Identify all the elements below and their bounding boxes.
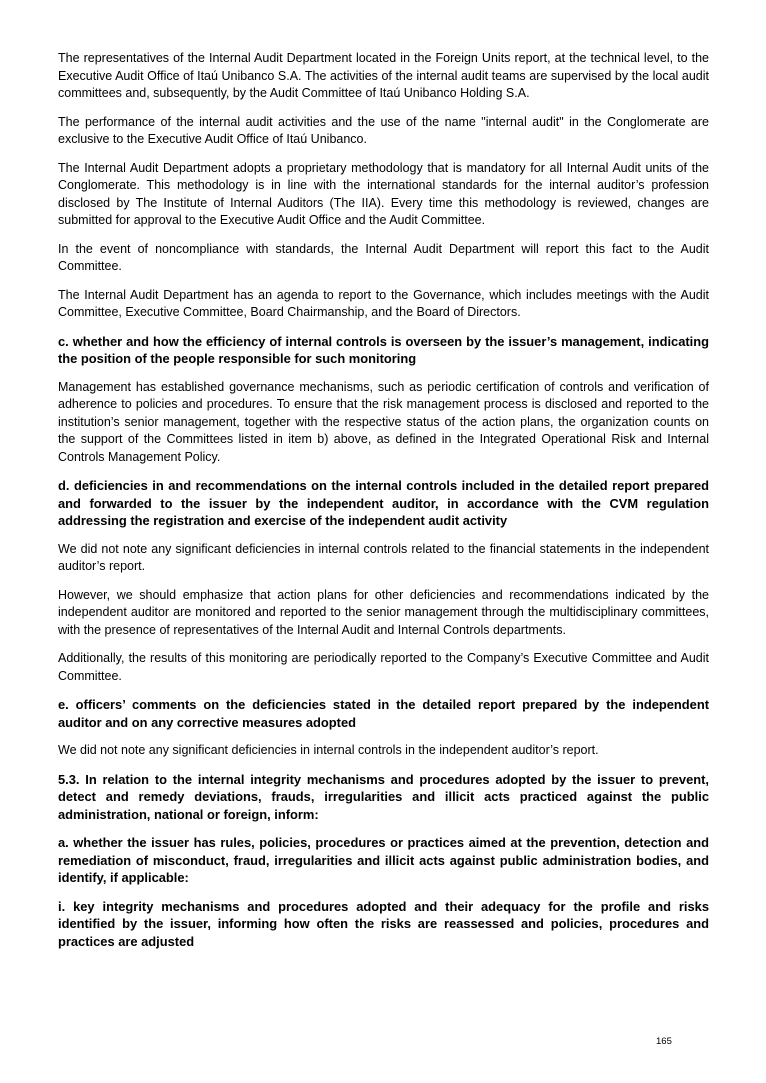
heading-item-a: a. whether the issuer has rules, policies, procedures or practices aimed at the prevention, detection and remediation of misconduct, fraud, irregularities and illicit acts against public administration bodies, and identify, if applicable:	[58, 835, 709, 885]
paragraph-governance-mechanisms: Management has established governance mechanisms, such as periodic certification of controls and verification of adherence to policies and procedures. To ensure that the risk management process is disclosed and reported to the institution’s senior management, together with the respective status of the action plans, the organization counts on the support of the Committees listed in item b) above, as defined in the Integrated Operational Risk and Internal Controls Management Policy.	[58, 379, 709, 464]
paragraph-internal-audit-exclusivity: The performance of the internal audit activities and the use of the name "internal audit" in the Conglomerate are exclusive to the Executive Audit Office of Itaú Unibanco.	[58, 114, 709, 146]
document-page	[58, 50, 709, 961]
paragraph-no-deficiencies-auditor-report: We did not note any significant deficiencies in internal controls in the independent auditor’s report.	[58, 743, 599, 757]
paragraph-audit-methodology: The Internal Audit Department adopts a proprietary methodology that is mandatory for all Internal Audit units of the Conglomerate. This methodology is in line with the international standards for the internal auditor’s profession disclosed by The Institute of Internal Auditors (The IIA). Every time this methodology is reviewed, changes are submitted for approval to the Executive Audit Office and the Audit Committee.	[58, 160, 709, 227]
heading-item-c: c. whether and how the efficiency of internal controls is overseen by the issuer’s management, indicating the position of the people responsible for such monitoring	[58, 333, 709, 366]
heading-item-i: i. key integrity mechanisms and procedures adopted and their adequacy for the profile and risks identified by the issuer, informing how often the risks are reassessed and policies, procedures and practices are adjusted	[58, 898, 709, 949]
heading-item-d: d. deficiencies in and recommendations on the internal controls included in the detailed report prepared and forwarded to the issuer by the independent auditor, in accordance with the CVM regulation addressing the registration and exercise of the independent audit activity	[58, 478, 709, 528]
paragraph-foreign-units-reporting: The representatives of the Internal Audit Department located in the Foreign Units report, at the technical level, to the Executive Audit Office of Itaú Unibanco S.A. The activities of the internal audit teams are supervised by the local audit committees and, subsequently, by the Audit Committee of Itaú Unibanco Holding S.A.	[58, 51, 709, 100]
paragraph-action-plans: However, we should emphasize that action plans for other deficiencies and recommendations indicated by the independent auditor are monitored and reported to the senior management through the multidisciplinary committees, with the presence of representatives of the Internal Audit and Internal Controls departments.	[58, 587, 709, 637]
paragraph-monitoring-results: Additionally, the results of this monitoring are periodically reported to the Company’s Executive Committee and Audit Committee.	[58, 651, 709, 683]
paragraph-noncompliance: In the event of noncompliance with standards, the Internal Audit Department will report this fact to the Audit Committee.	[58, 241, 709, 273]
heading-section-5-3: 5.3. In relation to the internal integrity mechanisms and procedures adopted by the issuer to prevent, detect and remedy deviations, frauds, irregularities and illicit acts practiced against the public administration, national or foreign, inform:	[58, 771, 709, 822]
paragraph-governance-agenda: The Internal Audit Department has an agenda to report to the Governance, which includes meetings with the Audit Committee, Executive Committee, Board Chairmanship, and the Board of Directors.	[58, 287, 709, 319]
paragraph-no-significant-deficiencies: We did not note any significant deficiencies in internal controls related to the financial statements in the independent auditor’s report.	[58, 541, 709, 573]
heading-item-e: e. officers’ comments on the deficiencies stated in the detailed report prepared by the independent auditor and on any corrective measures adopted	[58, 697, 709, 730]
page-number: 165	[656, 1036, 672, 1047]
